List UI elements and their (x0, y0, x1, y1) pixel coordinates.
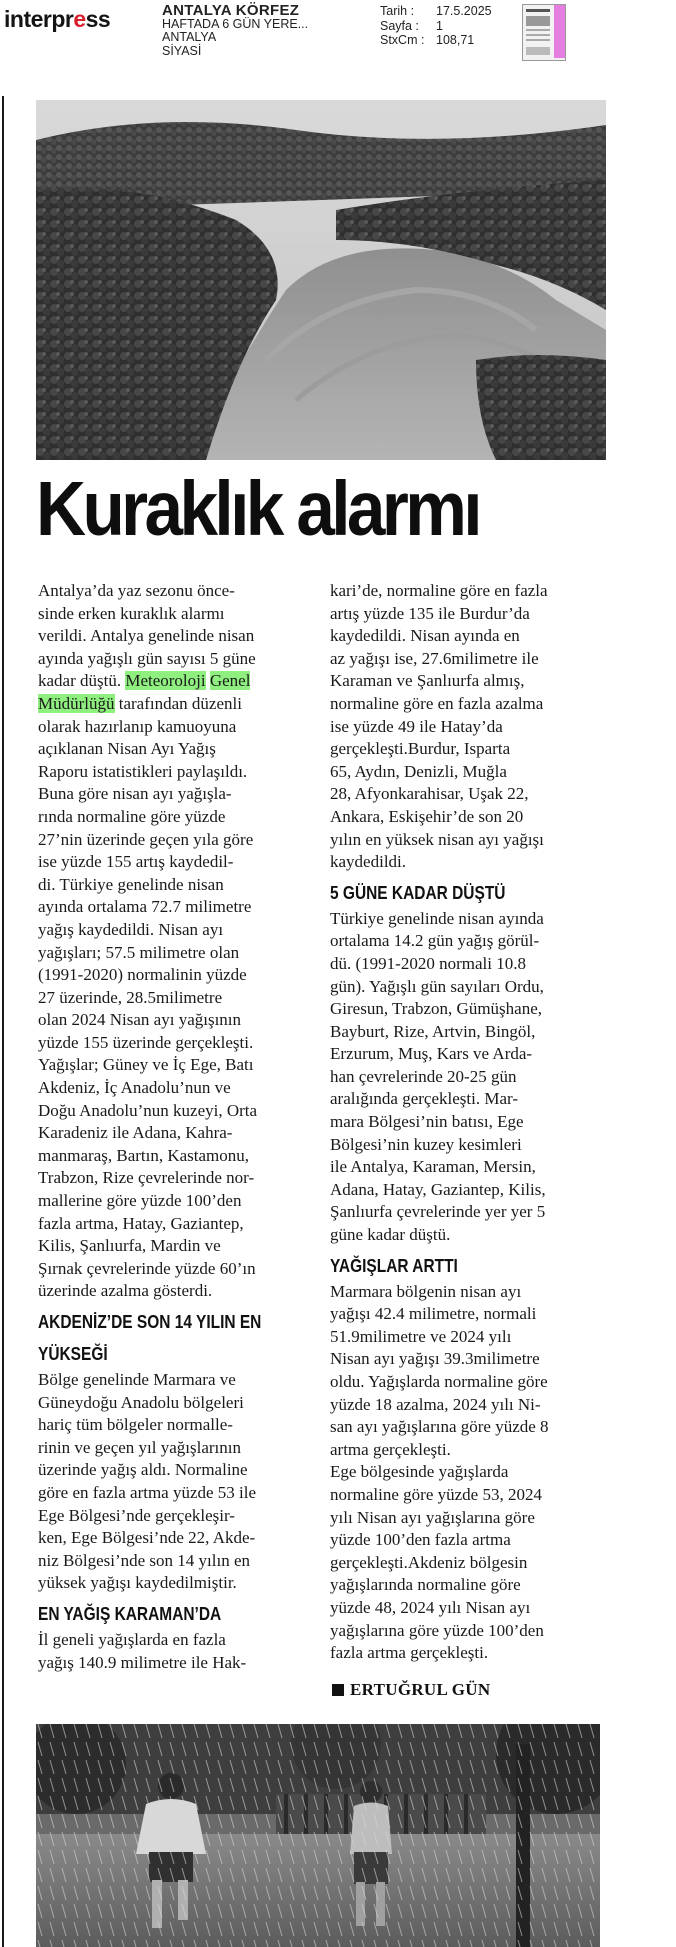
body-text-line (330, 693, 614, 716)
text-run: ortalama 14.2 gün yağış görül- (330, 931, 540, 951)
body-text-line (38, 1414, 322, 1437)
page-value: 1 (436, 18, 443, 33)
text-run: manmaraş, Bartın, Kastamonu, (38, 1145, 250, 1165)
text-run: sinde erken kuraklık alarmı (38, 603, 225, 623)
body-text-line (38, 964, 322, 987)
section-heading: YAĞIŞLAR ARTTI (330, 1255, 458, 1276)
clipping-header (0, 0, 676, 66)
text-run: fazla artma gerçekleşti. (330, 1643, 489, 1663)
body-text-line (330, 851, 614, 874)
body-text-line (38, 1392, 322, 1415)
publication-frequency: HAFTADA 6 GÜN YERE... (162, 16, 309, 31)
text-run: ayında yağışlı gün sayısı 5 güne (38, 648, 256, 668)
text-run: rında normaline göre yüzde (38, 806, 226, 826)
text-run: kari’de, normaline göre en fazla (330, 581, 548, 600)
body-text-line (38, 761, 322, 784)
clipping-meta (380, 4, 492, 48)
text-run: Ege bölgesinde yağışlarda (330, 1462, 509, 1482)
text-run: üzerinde yağış aldı. Normaline (38, 1460, 248, 1480)
text-run: mallerine göre yüzde 100’den (38, 1191, 242, 1211)
text-run: Erzurum, Muş, Kars ve Arda- (330, 1044, 533, 1064)
text-run: gün). Yağışlı gün sayıları Ordu, (330, 976, 544, 996)
body-text-line (330, 1552, 614, 1575)
text-run: ayında ortalama 72.7 milimetre (38, 897, 252, 917)
body-text-line (38, 1369, 322, 1392)
body-text-line (38, 1167, 322, 1190)
section-heading: AKDENİZ’DE SON 14 YILIN EN (38, 1312, 262, 1332)
body-text-line (38, 1258, 322, 1281)
body-text-line (38, 1652, 322, 1675)
body-text-line (38, 1213, 322, 1236)
section-heading: EN YAĞIŞ KARAMAN’DA (38, 1603, 222, 1624)
body-text-line (330, 648, 614, 671)
text-run: yağışı 42.4 milimetre, normali (330, 1304, 537, 1324)
body-text-line (330, 1111, 614, 1134)
page-label: Sayfa : (380, 18, 419, 33)
square-bullet-icon (332, 1684, 344, 1696)
text-run: ile Antalya, Karaman, Mersin, (330, 1157, 536, 1177)
text-run: yağış 140.9 milimetre ile Hak- (38, 1652, 247, 1672)
author-byline: ERTUĞRUL GÜN (332, 1680, 490, 1700)
text-run: Güneydoğu Anadolu bölgeleri (38, 1392, 244, 1412)
body-text-line (330, 1021, 614, 1044)
text-run: Şanlıurfa çevrelerinde yer yer 5 (330, 1202, 546, 1222)
column-rule (2, 96, 4, 1947)
text-run: aralığında gerçekleşti. Mar- (330, 1089, 518, 1109)
body-text-line (38, 1145, 322, 1168)
body-text-line (330, 908, 614, 931)
body-text-line (38, 1190, 322, 1213)
highlighted-term: Meteoroloji (125, 671, 206, 691)
body-text-line (38, 1235, 322, 1258)
text-run: yüksek yağışı kaydedilmiştir. (38, 1573, 237, 1593)
body-text-line (330, 1179, 614, 1202)
body-text-line (38, 1459, 322, 1482)
rain-photo (36, 1724, 600, 1947)
body-text-line (38, 580, 322, 603)
body-text-line (38, 1482, 322, 1505)
body-text-line (330, 1088, 614, 1111)
text-run: olarak hazırlanıp kamuoyuna (38, 716, 237, 736)
body-text-line (38, 987, 322, 1010)
body-text-line (38, 1100, 322, 1123)
text-run: kadar düştü. (38, 671, 126, 691)
text-run: Bölgesi’nin kuzey kesimleri (330, 1134, 522, 1154)
body-text-line (330, 1416, 614, 1439)
text-run: niz Bölgesi’nde son 14 yılın en (38, 1550, 251, 1570)
text-run: oldu. Yağışlarda normaline göre (330, 1372, 548, 1391)
reservoir-photo (36, 100, 606, 460)
text-run: yüzde 100’den fazla artma (330, 1530, 511, 1550)
text-run: fazla artma, Hatay, Gaziantep, (38, 1213, 244, 1233)
text-run: Karadeniz ile Adana, Kahra- (38, 1123, 233, 1143)
text-run: Marmara bölgenin nisan ayı (330, 1281, 522, 1301)
body-text-line (38, 1505, 322, 1528)
text-run: normaline göre en fazla azalma (330, 693, 544, 713)
body-text-line (38, 1527, 322, 1550)
text-run: güne kadar düştü. (330, 1225, 451, 1245)
body-text-line (330, 670, 614, 693)
text-run: Ankara, Eskişehir’de son 20 (330, 806, 524, 826)
text-run: Türkiye genelinde nisan ayında (330, 908, 544, 928)
body-text-line (330, 1439, 614, 1462)
text-run: 65, Aydın, Denizli, Muğla (330, 761, 507, 781)
body-text-line (330, 829, 614, 852)
body-text-line (38, 1550, 322, 1573)
text-run: yağış kaydedildi. Nisan ayı (38, 919, 224, 939)
body-text-line (38, 829, 322, 852)
text-run: dü. (1991-2020 normali 10.8 (330, 953, 526, 973)
text-run: Karaman ve Şanlıurfa almış, (330, 671, 525, 691)
text-run: göre en fazla artma yüzde 53 ile (38, 1482, 257, 1502)
text-run: san ayı yağışlarına göre yüzde 8 (330, 1417, 549, 1437)
date-value: 17.5.2025 (436, 4, 492, 18)
text-run: yağışları; 57.5 milimetre olan (38, 942, 240, 962)
text-run: 27’nin üzerinde geçen yıla göre (38, 829, 254, 849)
section-heading: YÜKSEĞİ (38, 1344, 108, 1364)
text-run: az yağışı ise, 27.6milimetre ile (330, 648, 539, 668)
body-text-line (38, 603, 322, 626)
text-run: açıklanan Nisan Ayı Yağış (38, 739, 216, 759)
body-text-line (330, 1326, 614, 1349)
text-run: normaline göre yüzde 53, 2024 (330, 1484, 542, 1504)
text-run: olan 2024 Nisan ayı yağışının (38, 1010, 242, 1030)
body-text-line (330, 1371, 614, 1394)
body-text-line (330, 603, 614, 626)
body-text-line (38, 896, 322, 919)
body-text-line (38, 806, 322, 829)
text-run: İl geneli yağışlarda en fazla (38, 1629, 226, 1649)
text-run: yüzde 48, 2024 yılı Nisan ayı (330, 1597, 531, 1617)
body-text-line (330, 1134, 614, 1157)
text-run: Yağışlar; Güney ve İç Ege, Batı (38, 1055, 254, 1075)
publication-name: ANTALYA KÖRFEZ (162, 2, 300, 19)
text-run: 27 üzerinde, 28.5milimetre (38, 987, 223, 1007)
body-text-line (330, 1394, 614, 1417)
publication-category: SİYASİ (162, 43, 202, 58)
body-text-line (330, 1574, 614, 1597)
body-text-line (38, 1032, 322, 1055)
text-run: Akdeniz, İç Anadolu’nun ve (38, 1078, 231, 1098)
text-run: yağışlarına göre yüzde 100’den (330, 1620, 544, 1640)
text-run: yılın en yüksek nisan ayı yağışı (330, 829, 544, 849)
body-text-line (38, 942, 322, 965)
body-text-line (38, 1437, 322, 1460)
stx-label: StxCm : (380, 33, 425, 47)
body-text-line (38, 1280, 322, 1303)
date-label: Tarih : (380, 4, 415, 18)
body-text-line (38, 693, 322, 716)
body-text-line (330, 1461, 614, 1484)
body-text-line (38, 1054, 322, 1077)
body-text-line (330, 716, 614, 739)
text-run: Antalya’da yaz sezonu önce- (38, 581, 235, 600)
text-run: han çevrelerinde 20-25 gün (330, 1066, 517, 1086)
text-run: rinin ve geçen yıl yağışlarının (38, 1437, 241, 1457)
text-run: Kilis, Şanlıurfa, Mardin ve (38, 1236, 221, 1256)
text-run: Bölge genelinde Marmara ve (38, 1370, 236, 1389)
body-text-line (38, 670, 322, 693)
body-text-line (38, 1629, 322, 1652)
text-run: Doğu Anadolu’nun kuzeyi, Orta (38, 1100, 258, 1120)
text-run: artma gerçekleşti. (330, 1439, 451, 1459)
body-text-line (330, 625, 614, 648)
body-text-line (38, 625, 322, 648)
stx-value: 108,71 (436, 33, 475, 47)
body-text-line (38, 783, 322, 806)
text-run: Ege Bölgesi’nde gerçekleşir- (38, 1505, 235, 1525)
body-text-line (330, 738, 614, 761)
body-text-line (330, 761, 614, 784)
body-text-line (330, 806, 614, 829)
body-text-line (38, 1009, 322, 1032)
text-run: Giresun, Trabzon, Gümüşhane, (330, 999, 543, 1019)
text-run: gerçekleşti.Burdur, Isparta (330, 739, 511, 759)
body-text-line (330, 976, 614, 999)
body-text-line (38, 1572, 322, 1595)
body-text-line (330, 783, 614, 806)
body-text-line (38, 1077, 322, 1100)
headline: Kuraklık alarmı (36, 466, 479, 552)
body-text-line (330, 1484, 614, 1507)
text-run: Şırnak çevrelerinde yüzde 60’ın (38, 1258, 256, 1278)
text-run: Buna göre nisan ayı yağışla- (38, 784, 232, 804)
interpress-logo: interpress (4, 6, 111, 32)
body-text-line (38, 738, 322, 761)
body-text-line (330, 1201, 614, 1224)
text-run: yağışlarında normaline göre (330, 1575, 521, 1595)
body-text-line (330, 1597, 614, 1620)
body-text-line (330, 1642, 614, 1665)
text-run: verildi. Antalya genelinde nisan (38, 626, 255, 646)
text-run: artış yüzde 135 ile Burdur’da (330, 603, 530, 623)
text-run: kaydedildi. Nisan ayında en (330, 626, 520, 646)
body-text-line (330, 1529, 614, 1552)
text-run: Nisan ayı yağışı 39.3milimetre (330, 1349, 540, 1369)
article-column-left (38, 580, 322, 1674)
text-run: yılı Nisan ayı yağışlarına göre (330, 1507, 535, 1527)
article-column-right (330, 580, 614, 1665)
body-text-line (330, 1043, 614, 1066)
body-text-line (38, 919, 322, 942)
body-text-line (330, 953, 614, 976)
text-run: üzerinde azalma gösterdi. (38, 1281, 213, 1301)
body-text-line (38, 874, 322, 897)
body-text-line (330, 1620, 614, 1643)
body-text-line (330, 998, 614, 1021)
text-run: tarafından düzenli (114, 693, 242, 713)
text-run: di. Türkiye genelinde nisan (38, 874, 224, 894)
text-run: ken, Ege Bölgesi’nde 22, Akde- (38, 1528, 256, 1548)
body-text-line (330, 1224, 614, 1247)
body-text-line (38, 648, 322, 671)
body-text-line (330, 1507, 614, 1530)
text-run: 51.9milimetre ve 2024 yılı (330, 1326, 512, 1346)
text-run: ise yüzde 155 artış kaydedil- (38, 852, 234, 872)
page-thumbnail[interactable] (522, 4, 566, 61)
text-run: yüzde 18 azalma, 2024 yılı Ni- (330, 1394, 541, 1414)
text-run: Adana, Hatay, Gaziantep, Kilis, (330, 1179, 546, 1199)
body-text-line (38, 716, 322, 739)
body-text-line (330, 1303, 614, 1326)
highlighted-term: Genel (209, 671, 251, 691)
text-run: (1991-2020) normalinin yüzde (38, 965, 247, 985)
text-run: 28, Afyonkarahisar, Uşak 22, (330, 784, 529, 804)
section-heading: 5 GÜNE KADAR DÜŞTÜ (330, 882, 506, 903)
body-text-line (38, 1122, 322, 1145)
body-text-line (38, 851, 322, 874)
body-text-line (330, 580, 614, 603)
body-text-line (330, 1348, 614, 1371)
text-run: yüzde 155 üzerinde gerçekleşti. (38, 1032, 254, 1052)
text-run: ise yüzde 49 ile Hatay’da (330, 716, 503, 736)
publication-city: ANTALYA (162, 30, 217, 44)
text-run: gerçekleşti.Akdeniz bölgesin (330, 1552, 528, 1572)
body-text-line (330, 1281, 614, 1304)
text-run: Bayburt, Rize, Artvin, Bingöl, (330, 1021, 536, 1041)
text-run: Trabzon, Rize çevrelerinde nor- (38, 1168, 255, 1188)
text-run: kaydedildi. (330, 852, 407, 872)
text-run: hariç tüm bölgeler normalle- (38, 1415, 233, 1435)
text-run: mara Bölgesi’nin batısı, Ege (330, 1112, 524, 1132)
publication-info (162, 4, 308, 58)
body-text-line (330, 1066, 614, 1089)
highlighted-term: Müdürlüğü (38, 693, 115, 713)
body-text-line (330, 930, 614, 953)
text-run: Raporu istatistikleri paylaşıldı. (38, 761, 248, 781)
body-text-line (330, 1156, 614, 1179)
